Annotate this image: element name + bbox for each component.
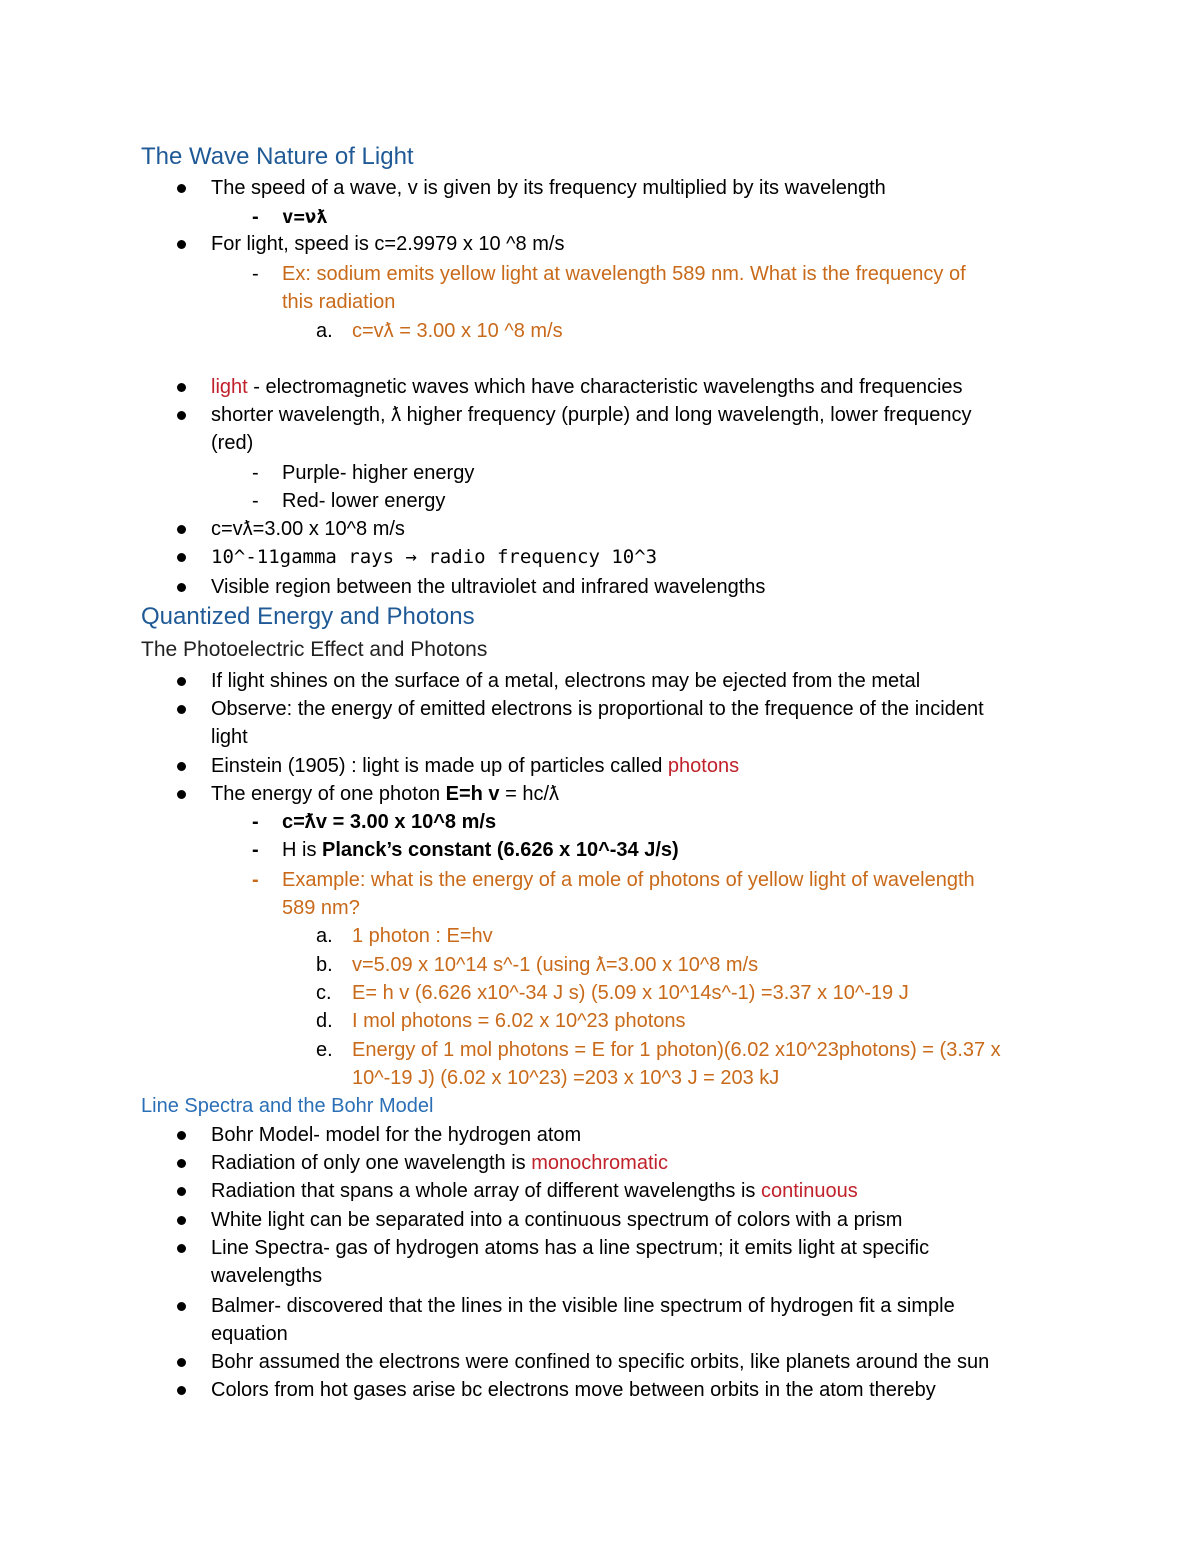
dash-icon: - xyxy=(252,206,259,228)
bullet-c-formula: c=vƛ=3.00 x 10^8 m/s xyxy=(211,518,405,540)
bullet-balmer-line1: Balmer- discovered that the lines in the visible line spectrum of hydrogen fit a simple xyxy=(211,1295,955,1317)
bullet-icon xyxy=(177,525,186,534)
bullet-icon xyxy=(177,553,186,562)
bullet-icon xyxy=(177,383,186,392)
planck-text: H is xyxy=(282,839,322,861)
dash-icon: - xyxy=(252,811,259,833)
bullet-icon xyxy=(177,1358,186,1367)
bullet-wavelength-line2: (red) xyxy=(211,432,254,454)
bullet-wavelength-line1: shorter wavelength, ƛ higher frequency (purple) and long wavelength, lower frequency xyxy=(211,404,972,426)
bullet-icon xyxy=(177,1216,186,1225)
list-label: d. xyxy=(316,1010,333,1032)
bullet-icon xyxy=(177,411,186,420)
list-label: a. xyxy=(316,925,333,947)
bullet-icon xyxy=(177,762,186,771)
dash-icon: - xyxy=(252,490,259,512)
photon-energy-formula: E=h v xyxy=(445,783,500,805)
dash-icon: - xyxy=(252,869,259,891)
bullet-icon xyxy=(177,1386,186,1395)
photon-energy-rest: = hc/ƛ xyxy=(499,783,560,805)
bullet-light-metal: If light shines on the surface of a metal, electrons may be ejected from the metal xyxy=(211,670,921,692)
definition-text: - electromagnetic waves which have characteristic wavelengths and frequencies xyxy=(247,376,963,398)
bullet-hot-gases: Colors from hot gases arise bc electrons move between orbits in the atom thereby xyxy=(211,1379,936,1401)
dash-icon: - xyxy=(252,839,259,861)
planck-constant: Planck’s constant (6.626 x 10^-34 J/s) xyxy=(322,839,679,861)
monochromatic-text: Radiation of only one wavelength is xyxy=(211,1152,532,1174)
bullet-icon xyxy=(177,1244,186,1253)
bullet-icon xyxy=(177,1131,186,1140)
bullet-icon xyxy=(177,790,186,799)
example-sodium-line1: Ex: sodium emits yellow light at wavelength 589 nm. What is the frequency of xyxy=(282,263,966,285)
example-step-c: E= h v (6.626 x10^-34 J s) (5.09 x 10^14s^-1) =3.37 x 10^-19 J xyxy=(352,982,909,1004)
list-label: c. xyxy=(316,982,332,1004)
bullet-observe-line2: light xyxy=(211,726,248,748)
bullet-icon xyxy=(177,240,186,249)
bullet-white-light: White light can be separated into a continuous spectrum of colors with a prism xyxy=(211,1209,903,1231)
einstein-text: Einstein (1905) : light is made up of particles called xyxy=(211,755,668,777)
example-step-e-line1: Energy of 1 mol photons = E for 1 photon)(6.02 x10^23photons) = (3.37 x xyxy=(352,1039,1001,1061)
example-mole-line2: 589 nm? xyxy=(282,897,360,919)
example-step-b: v=5.09 x 10^14 s^-1 (using ƛ=3.00 x 10^8 m/s xyxy=(352,954,759,976)
example-step-d: I mol photons = 6.02 x 10^23 photons xyxy=(352,1010,686,1032)
term-continuous: continuous xyxy=(760,1180,858,1202)
list-label: b. xyxy=(316,954,333,976)
bullet-bohr-model: Bohr Model- model for the hydrogen atom xyxy=(211,1124,582,1146)
formula-wave-speed: v=νƛ xyxy=(282,206,328,228)
bullet-balmer-line2: equation xyxy=(211,1323,288,1345)
term-photons: photons xyxy=(667,755,740,777)
list-label: a. xyxy=(316,320,333,342)
heading-wave-nature: The Wave Nature of Light xyxy=(141,143,414,170)
term-light: light xyxy=(211,376,248,398)
heading-line-spectra: Line Spectra and the Bohr Model xyxy=(141,1095,434,1117)
example-step-e-line2: 10^-19 J) (6.02 x 10^23) =203 x 10^3 J = 203 kJ xyxy=(352,1067,780,1089)
bullet-photon-energy xyxy=(211,782,559,806)
bullet-icon xyxy=(177,1159,186,1168)
continuous-text: Radiation that spans a whole array of different wavelengths is xyxy=(211,1180,761,1202)
bullet-observe-line1: Observe: the energy of emitted electrons is proportional to the frequence of the incident xyxy=(211,698,984,720)
bullet-light-definition xyxy=(211,375,963,399)
dash-icon: - xyxy=(252,462,259,484)
sub-purple: Purple- higher energy xyxy=(282,462,475,484)
list-label: e. xyxy=(316,1039,333,1061)
bullet-icon xyxy=(177,677,186,686)
bullet-icon xyxy=(177,1187,186,1196)
bullet-light-speed: For light, speed is c=2.9979 x 10 ^8 m/s xyxy=(211,233,565,255)
example-step-a: 1 photon : E=hv xyxy=(352,925,493,947)
bullet-bohr-orbits: Bohr assumed the electrons were confined to specific orbits, like planets around the sun xyxy=(211,1351,990,1373)
sub-planck xyxy=(282,838,679,862)
bullet-wave-speed: The speed of a wave, v is given by its frequency multiplied by its wavelength xyxy=(211,177,886,199)
photon-energy-text: The energy of one photon xyxy=(211,783,446,805)
bullet-line-spectra-line2: wavelengths xyxy=(211,1265,323,1287)
bullet-visible-region: Visible region between the ultraviolet and infrared wavelengths xyxy=(211,576,766,598)
dash-icon: - xyxy=(252,263,259,285)
bullet-icon xyxy=(177,1302,186,1311)
example-mole-line1: Example: what is the energy of a mole of photons of yellow light of wavelength xyxy=(282,869,975,891)
term-monochromatic: monochromatic xyxy=(531,1152,668,1174)
example-sodium-line2: this radiation xyxy=(282,291,396,313)
sub-c-formula: c=ƛv = 3.00 x 10^8 m/s xyxy=(282,811,497,833)
bullet-icon xyxy=(177,583,186,592)
bullet-icon xyxy=(177,705,186,714)
bullet-icon xyxy=(177,184,186,193)
bullet-line-spectra-line1: Line Spectra- gas of hydrogen atoms has a line spectrum; it emits light at specific xyxy=(211,1237,930,1259)
bullet-spectrum-range: 10^-11gamma rays → radio frequency 10^3 xyxy=(211,546,658,568)
heading-quantized-energy: Quantized Energy and Photons xyxy=(141,603,475,630)
subheading-photoelectric: The Photoelectric Effect and Photons xyxy=(141,638,488,661)
bullet-monochromatic xyxy=(211,1151,668,1175)
example-sodium-step-a: c=vƛ = 3.00 x 10 ^8 m/s xyxy=(352,320,563,342)
bullet-einstein xyxy=(211,754,739,778)
sub-red: Red- lower energy xyxy=(282,490,446,512)
bullet-continuous xyxy=(211,1179,858,1203)
